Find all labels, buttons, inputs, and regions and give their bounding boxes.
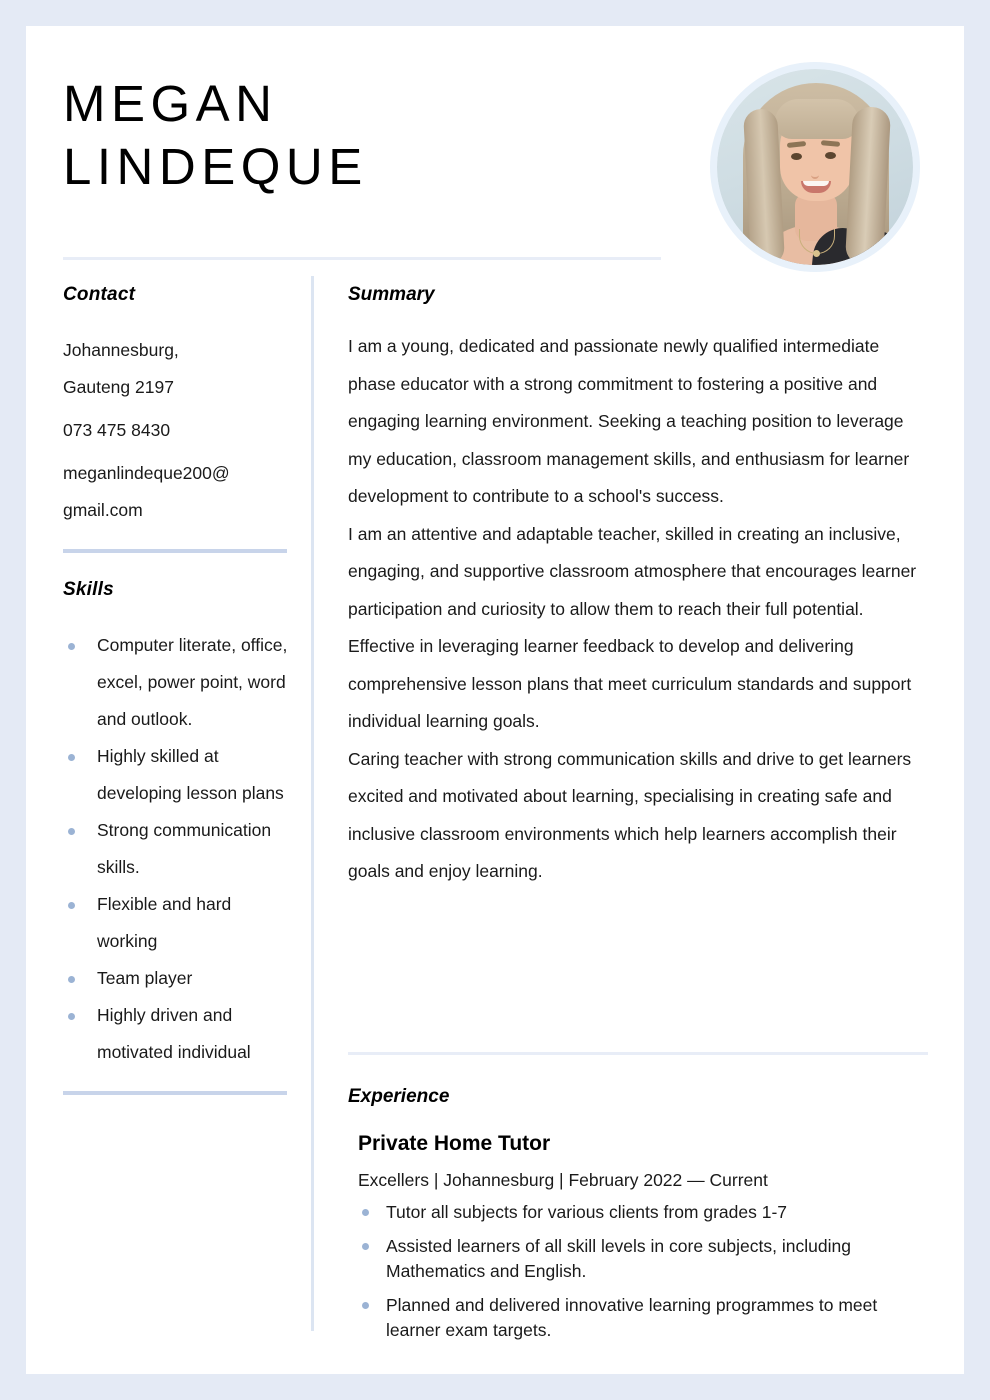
contact-address (63, 332, 291, 406)
contact-phone-value: 073 475 8430 (63, 420, 171, 440)
contact-phone (63, 412, 291, 449)
summary-heading: Summary (348, 284, 435, 305)
list-item: Highly skilled at developing lesson plans (63, 738, 291, 812)
header-divider (63, 257, 661, 260)
list-item: Computer literate, office, excel, power point, word and outlook. (63, 627, 291, 738)
skills-divider (63, 1091, 287, 1095)
skills-list (63, 627, 291, 1071)
list-item: Assisted learners of all skill levels in core subjects, including Mathematics and English. (358, 1234, 928, 1284)
list-item: Team player (63, 960, 291, 997)
job-title: Private Home Tutor (358, 1132, 551, 1155)
summary-paragraph: I am a young, dedicated and passionate newly qualified intermediate phase educator with a strong commitment to fostering a positive and engaging learning environment. Seeking a teaching position to leverage my education, classroom management skills, and enthusiasm for learner development to contribute to a school's success. (348, 336, 910, 506)
skills-heading: Skills (63, 579, 114, 600)
sidebar (63, 284, 291, 1121)
resume-header (26, 26, 964, 272)
contact-email-line-1: meganlindeque200@ (63, 463, 230, 483)
photo-eye-right (825, 152, 836, 159)
main-column (348, 284, 928, 891)
photo-eye-left (791, 153, 802, 160)
job-meta: Excellers | Johannesburg | February 2022 — Current (358, 1170, 768, 1190)
photo-teeth (803, 181, 829, 186)
list-item: Tutor all subjects for various clients from grades 1-7 (358, 1200, 928, 1225)
contact-divider (63, 549, 287, 553)
experience-section (348, 1086, 928, 1343)
summary-paragraph: Caring teacher with strong communication skills and drive to get learners excited and motivated about learning, specialising in creating safe and inclusive classroom environments which help learners accomplish their goals and enjoy learning. (348, 748, 912, 881)
photo-pendant (813, 250, 820, 257)
experience-entry (348, 1132, 928, 1343)
list-item: Highly driven and motivated individual (63, 997, 291, 1071)
column-divider (311, 276, 314, 1331)
contact-heading: Contact (63, 284, 136, 305)
avatar (710, 62, 920, 272)
photo-nose (811, 165, 819, 179)
profile-photo-image (717, 69, 913, 265)
candidate-name (63, 72, 683, 198)
photo-fringe (775, 99, 859, 139)
experience-heading: Experience (348, 1086, 450, 1107)
summary-paragraph: I am an attentive and adaptable teacher, skilled in creating an inclusive, engaging, and supportive classroom atmosphere that encourages learner participation and curiosity to allow them to reach their full potential. (348, 523, 917, 619)
name-first-line: MEGAN (63, 75, 278, 132)
contact-email (63, 455, 291, 529)
job-responsibilities (348, 1200, 928, 1343)
list-item: Planned and delivered innovative learning programmes to meet learner exam targets. (358, 1293, 928, 1343)
contact-address-line-2: Gauteng 2197 (63, 377, 174, 397)
name-last-line: LINDEQUE (63, 138, 368, 195)
contact-address-line-1: Johannesburg, (63, 340, 179, 360)
summary-paragraph: Effective in leveraging learner feedback to develop and delivering comprehensive lesson plans that meet curriculum standards and support individual learning goals. (348, 636, 912, 731)
contact-email-line-2: gmail.com (63, 500, 143, 520)
list-item: Flexible and hard working (63, 886, 291, 960)
resume-page (26, 26, 964, 1374)
list-item: Strong communication skills. (63, 812, 291, 886)
experience-divider (348, 1052, 928, 1055)
